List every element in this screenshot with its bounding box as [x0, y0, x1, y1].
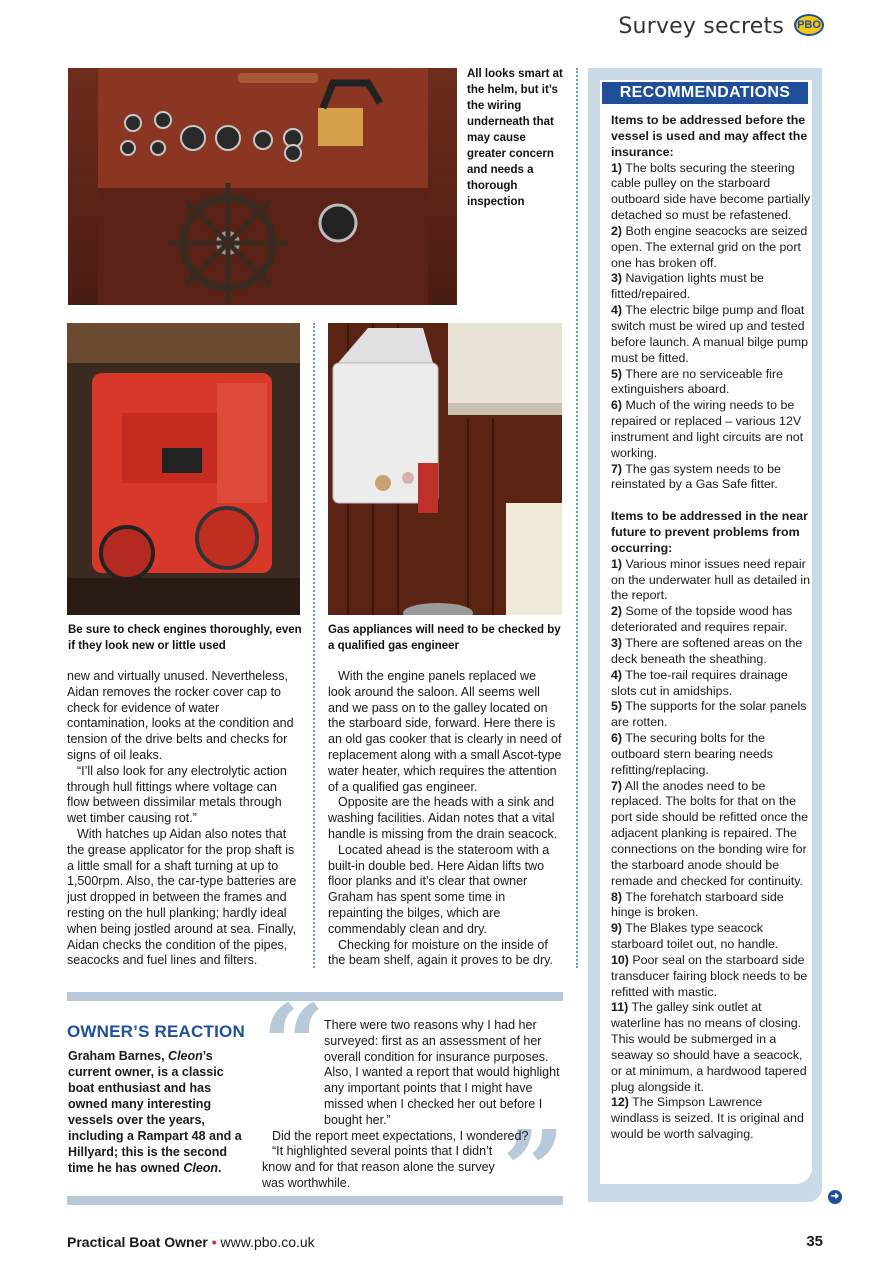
recommendation-item	[611, 271, 811, 303]
recommendations-title: RECOMMENDATIONS	[602, 82, 808, 104]
recommendation-text: There are no serviceable fire extinguishers aboard.	[611, 366, 783, 397]
footer-publication	[67, 1234, 315, 1250]
boat-name: Cleon	[168, 1049, 203, 1063]
recommendation-item	[611, 161, 811, 224]
gas-heater-photo	[328, 323, 562, 615]
recommendation-text: There are softened areas on the deck beneath the sheathing.	[611, 636, 803, 666]
recommendation-text: The galley sink outlet at waterline has no means of closing. This would be submerged in a seaway so should have a seacock, or at minimum, a hardwood tapered plug alongside it.	[611, 1000, 807, 1094]
column-divider	[313, 323, 315, 968]
recommendation-item	[611, 668, 811, 700]
recommendation-text: Some of the topside wood has deteriorated and requires repair.	[611, 604, 793, 635]
recommendation-number: 5)	[611, 699, 623, 714]
recommendation-number: 5)	[611, 366, 623, 381]
recommendation-text: All the anodes need to be replaced. The bolts for that on the port side should be refitted once the adjacent planking is repaired. The connections on the bonding wire for the starboard anode should be remade and checked for continuity.	[611, 778, 809, 888]
page-number: 35	[806, 1233, 823, 1250]
recommendation-number: 3)	[611, 636, 623, 650]
recommendation-number: 1)	[611, 556, 623, 571]
article-paragraph: With hatches up Aidan also notes that the grease applicator for the prop shaft is a little small for a shaft turning at up to 1,500rpm. Also, the car-type batteries are just dropped in between the frames and resting on the hull planking; hardly ideal when being jostled around at sea. Finally, Aidan checks the condition of the pipes, seacocks and fuel lines and filters.	[67, 826, 297, 968]
recommendation-number: 3)	[611, 271, 623, 286]
article-paragraph: With the engine panels replaced we look around the saloon. All seems well and we pass on to the galley located on the starboard side, forward. Here there is an old gas cooker that is clearly in need of replacement along with a small Ascot-type water heater, which requires the attention of a qualified gas engineer.	[328, 669, 562, 794]
article-paragraph: “I’ll also look for any electrolytic action through hull fittings where voltage can flow between dissimilar metals through wet timber causing rot.”	[67, 763, 287, 826]
recommendation-number: 10)	[611, 952, 629, 967]
article-paragraph: Checking for moisture on the inside of the beam shelf, again it proves to be dry.	[328, 937, 553, 968]
boat-name: Cleon	[183, 1161, 219, 1175]
recommendation-number: 7)	[611, 461, 623, 476]
recommendation-item	[611, 303, 811, 366]
recommendation-text: The electric bilge pump and float switch must be wired up and tested before launch. A manual bilge pump must be fitted.	[611, 303, 809, 365]
quote-paragraph: Did the report meet expectations, I wondered?	[272, 1128, 529, 1143]
recommendation-text: The forehatch starboard side hinge is broken.	[611, 889, 784, 920]
owner-quote	[262, 1018, 562, 1192]
recommendation-number: 8)	[611, 889, 623, 904]
recommendation-number: 12)	[611, 1095, 629, 1110]
owner-reaction-title: OWNER’S REACTION	[67, 1022, 245, 1041]
recommendation-number: 2)	[611, 223, 623, 238]
continue-arrow-icon: ➜	[828, 1190, 842, 1204]
engine-photo	[67, 323, 300, 615]
recommendation-item	[611, 557, 811, 605]
footer-bullet: •	[211, 1234, 217, 1250]
divider-bar	[67, 1196, 563, 1205]
recommendations-lead: Items to be addressed in the near future to prevent problems from occurring:	[611, 509, 808, 555]
recommendation-text: Poor seal on the starboard side transducer fairing block needs to be refitted with mastic.	[611, 952, 808, 999]
pbo-logo: PBO	[794, 14, 824, 36]
owner-description-text: Graham Barnes,	[68, 1049, 169, 1063]
recommendation-number: 7)	[611, 778, 623, 793]
recommendation-item	[611, 890, 811, 922]
recommendation-item	[611, 224, 811, 272]
recommendation-text: The Simpson Lawrence windlass is seized. It is original and would be worth salvaging.	[611, 1095, 804, 1142]
recommendation-item	[611, 1000, 811, 1095]
recommendation-item	[611, 699, 811, 731]
gas-caption: Gas appliances will need to be checked by a qualified gas engineer	[328, 624, 561, 652]
owner-description-text: ’s current owner, is a classic boat enthusiast and has owned many interesting vessels over the years, including a Rampart 48 and a Hillyard; this is the second time he has owned	[68, 1049, 242, 1175]
quote-paragraph: “It highlighted several points that I didn’t know and for that reason alone the survey was worthwhile.	[262, 1144, 495, 1190]
recommendation-text: The securing bolts for the outboard stern bearing needs refitting/replacing.	[611, 731, 773, 777]
recommendation-text: The toe-rail requires drainage slots cut in amidships.	[611, 667, 788, 698]
column-divider	[576, 68, 578, 968]
publication-name: Practical Boat Owner	[67, 1234, 208, 1250]
recommendation-text: The Blakes type seacock starboard toilet out, no handle.	[611, 921, 779, 952]
open-quote-mark: “	[262, 980, 326, 1109]
recommendation-number: 4)	[611, 667, 623, 682]
recommendation-text: Navigation lights must be fitted/repaired.	[611, 271, 764, 302]
recommendation-text: The bolts securing the steering cable pulley on the starboard outboard side have become partially detached so must be refastened.	[611, 160, 811, 223]
recommendation-text: Various minor issues need repair on the underwater hull as detailed in the report.	[611, 556, 811, 603]
helm-caption: All looks smart at the helm, but it’s the wiring underneath that may cause greater concern and needs a thorough inspection	[467, 68, 563, 208]
recommendation-item	[611, 636, 811, 668]
recommendation-number: 11)	[611, 1000, 629, 1015]
recommendation-number: 6)	[611, 731, 623, 746]
recommendation-item	[611, 367, 811, 399]
article-paragraph: new and virtually unused. Nevertheless, Aidan removes the rocker cover cap to check for evidence of water contamination, looks at the condition and tension of the drive belts and checks for signs of oil leaks.	[67, 669, 294, 762]
recommendation-text: The gas system needs to be reinstated by a Gas Safe fitter.	[611, 461, 781, 492]
recommendation-text: Both engine seacocks are seized open. The external grid on the port one has broken off.	[611, 223, 808, 270]
section-title: Survey secrets	[618, 14, 784, 39]
publication-url[interactable]: www.pbo.co.uk	[220, 1234, 315, 1250]
article-column-2	[328, 669, 562, 969]
recommendation-item	[611, 398, 811, 461]
recommendation-number: 9)	[611, 921, 623, 936]
article-column-1	[67, 669, 299, 969]
article-paragraph: Located ahead is the stateroom with a built-in double bed. Here Aidan lifts two floor planks and it’s clear that owner Graham has spent some time in repainting the bilges, which are commendably clean and dry.	[328, 842, 550, 936]
article-paragraph: Opposite are the heads with a sink and washing facilities. Aidan notes that a vital handle is missing from the drain seacock.	[328, 795, 558, 841]
helm-photo	[68, 68, 457, 305]
quote-paragraph: There were two reasons why I had her surveyed: first as an assessment of her overall condition for insurance purposes. Also, I wanted a report that would highlight any important points that I might have missed when I checked her out before I bought her.”	[324, 1018, 560, 1127]
owner-description	[68, 1048, 253, 1176]
recommendation-item	[611, 604, 811, 636]
recommendation-number: 1)	[611, 160, 623, 175]
recommendation-item	[611, 953, 811, 1001]
recommendation-item	[611, 731, 811, 779]
engine-caption: Be sure to check engines thoroughly, even if they look new or little used	[68, 624, 302, 652]
owner-description-text: .	[218, 1161, 222, 1175]
recommendation-number: 6)	[611, 398, 623, 413]
recommendations-list	[611, 113, 811, 1143]
recommendation-item	[611, 779, 811, 890]
recommendation-text: Much of the wiring needs to be repaired or replaced – various 12V instrument and light circuits are not working.	[611, 398, 804, 460]
recommendation-item	[611, 921, 811, 953]
recommendations-lead: Items to be addressed before the vessel is used and may affect the insurance:	[611, 113, 808, 159]
recommendation-number: 4)	[611, 303, 623, 318]
close-quote-mark: ”	[502, 1106, 566, 1235]
recommendation-item	[611, 462, 811, 494]
recommendation-item	[611, 1095, 811, 1143]
recommendation-text: The supports for the solar panels are rotten.	[611, 699, 807, 730]
recommendation-number: 2)	[611, 604, 623, 619]
